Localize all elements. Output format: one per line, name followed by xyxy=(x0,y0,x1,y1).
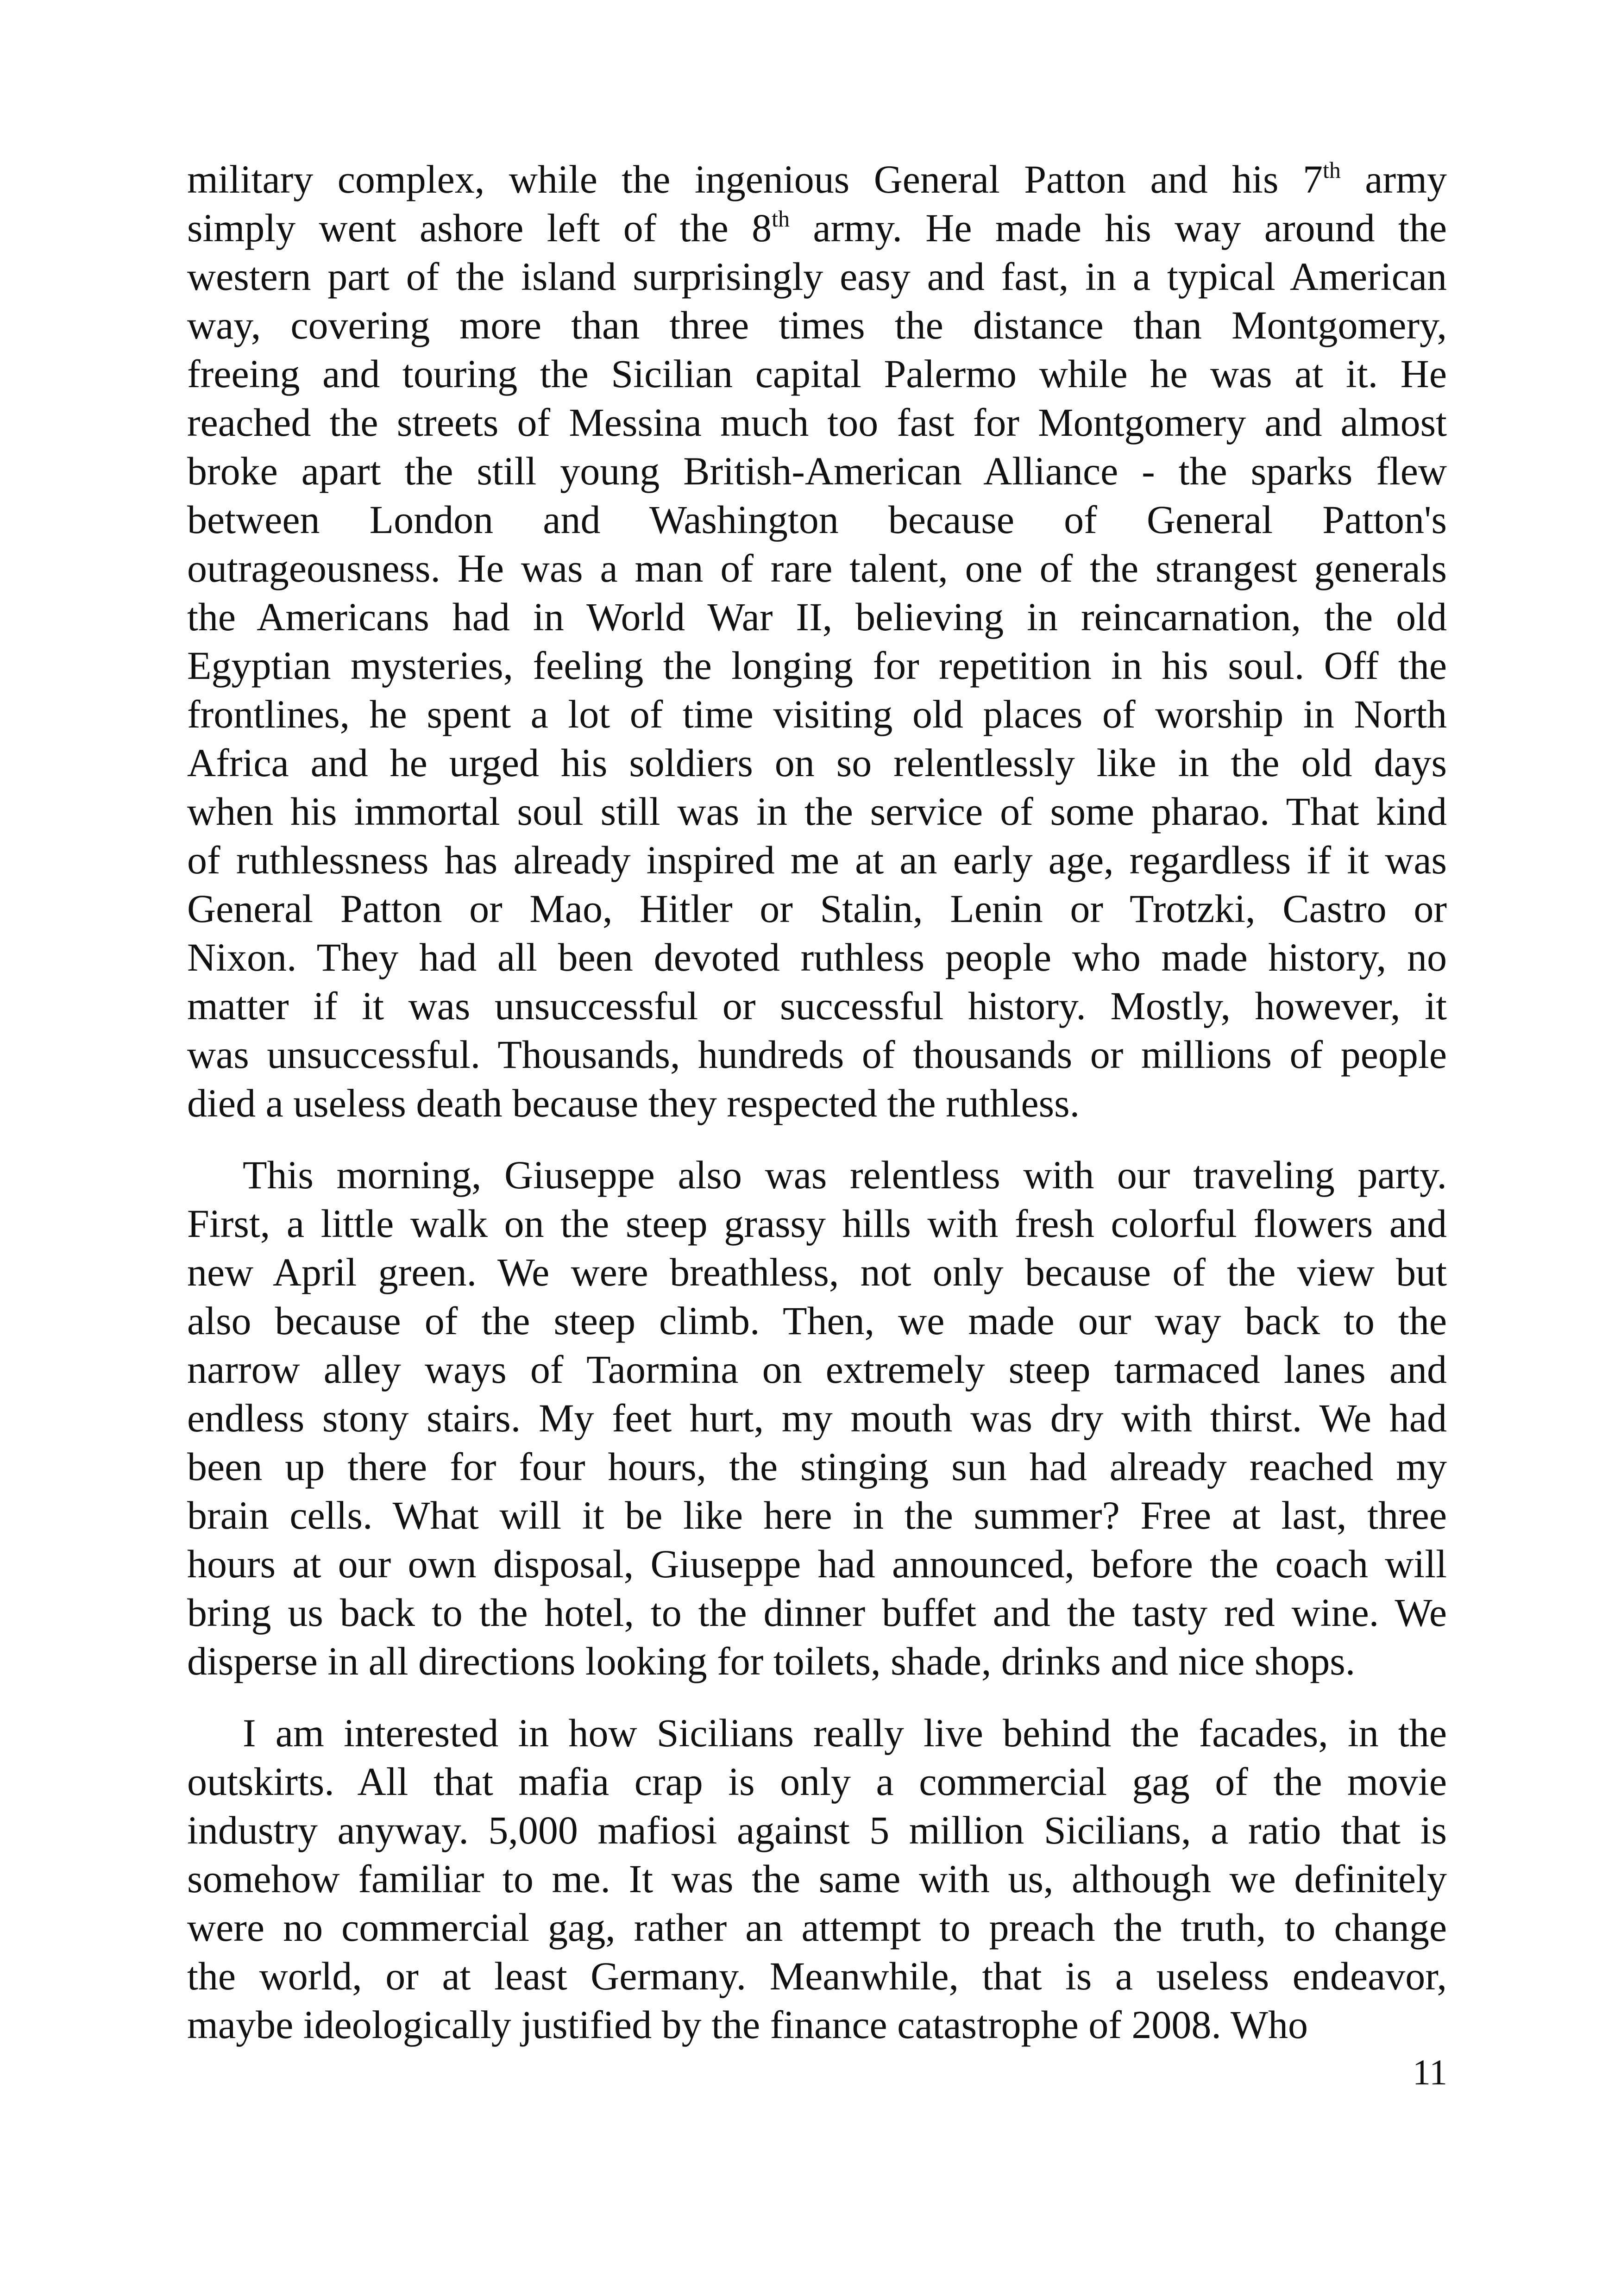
text-line xyxy=(187,1079,1447,1128)
text-segment: were no commercial gag, rather an attempt to preach the truth, to change xyxy=(187,1905,1447,1950)
text-segment: disperse in all directions looking for toilets, shade, drinks and nice shops. xyxy=(187,1639,1356,1683)
body-text xyxy=(187,155,1447,2049)
text-segment: I am interested in how Sicilians really live behind the facades, in the xyxy=(243,1711,1447,1755)
text-line xyxy=(187,1443,1447,1491)
text-line xyxy=(187,350,1447,398)
text-line xyxy=(187,885,1447,933)
text-segment: somehow familiar to me. It was the same with us, although we definitely xyxy=(187,1857,1447,1901)
text-segment: matter if it was unsuccessful or successful history. Mostly, however, it xyxy=(187,984,1447,1028)
text-line xyxy=(187,641,1447,690)
text-segment: new April green. We were breathless, not only because of the view but xyxy=(187,1250,1447,1294)
text-segment: This morning, Giuseppe also was relentless with our traveling party. xyxy=(243,1153,1447,1197)
text-segment: maybe ideologically justified by the finance catastrophe of 2008. Who xyxy=(187,2002,1308,2047)
text-segment: of ruthlessness has already inspired me at an early age, regardless if it was xyxy=(187,838,1447,882)
text-segment: Africa and he urged his soldiers on so relentlessly like in the old days xyxy=(187,740,1447,785)
text-line xyxy=(187,1491,1447,1540)
text-line xyxy=(187,1637,1447,1686)
page-number: 11 xyxy=(1412,2052,1447,2092)
text-line xyxy=(187,1248,1447,1297)
text-segment: Egyptian mysteries, feeling the longing for repetition in his soul. Off the xyxy=(187,643,1447,688)
text-line xyxy=(187,1903,1447,1952)
text-segment: army. He made his way around the xyxy=(790,206,1447,250)
text-segment: outrageousness. He was a man of rare talent, one of the strangest generals xyxy=(187,546,1447,590)
text-segment: broke apart the still young British-American Alliance - the sparks flew xyxy=(187,449,1447,493)
text-line xyxy=(187,1030,1447,1079)
text-line xyxy=(187,690,1447,739)
text-segment: outskirts. All that mafia crap is only a commercial gag of the movie xyxy=(187,1759,1447,1804)
text-segment: the Americans had in World War II, believing in reincarnation, the old xyxy=(187,595,1447,639)
text-segment: freeing and touring the Sicilian capital Palermo while he was at it. He xyxy=(187,351,1447,396)
text-line xyxy=(187,1297,1447,1345)
text-line xyxy=(187,593,1447,641)
text-line xyxy=(187,1855,1447,1903)
text-line xyxy=(187,1757,1447,1806)
text-line xyxy=(187,496,1447,544)
text-line xyxy=(187,1540,1447,1588)
text-line xyxy=(187,1806,1447,1855)
text-segment: hours at our own disposal, Giuseppe had announced, before the coach will xyxy=(187,1542,1447,1586)
text-line xyxy=(187,982,1447,1030)
text-line xyxy=(187,1952,1447,2001)
text-segment: also because of the steep climb. Then, we made our way back to the xyxy=(187,1299,1447,1343)
text-segment: First, a little walk on the steep grassy hills with fresh colorful flowers and xyxy=(187,1201,1447,1246)
text-segment: brain cells. What will it be like here in the summer? Free at last, three xyxy=(187,1493,1447,1537)
text-segment: was unsuccessful. Thousands, hundreds of thousands or millions of people xyxy=(187,1032,1447,1077)
text-segment: way, covering more than three times the distance than Montgomery, xyxy=(187,303,1447,347)
text-segment: between London and Washington because of General Patton's xyxy=(187,497,1447,542)
text-line xyxy=(187,204,1447,252)
text-segment: narrow alley ways of Taormina on extremely steep tarmaced lanes and xyxy=(187,1347,1447,1392)
text-segment: when his immortal soul still was in the service of some pharao. That kind xyxy=(187,789,1447,834)
text-segment: frontlines, he spent a lot of time visiting old places of worship in North xyxy=(187,692,1447,736)
paragraph xyxy=(187,155,1447,1128)
paragraph xyxy=(187,1709,1447,2049)
text-line xyxy=(187,787,1447,836)
text-line xyxy=(187,1394,1447,1443)
text-segment: endless stony stairs. My feet hurt, my mouth was dry with thirst. We had xyxy=(187,1396,1447,1440)
text-line xyxy=(187,933,1447,982)
ordinal-superscript: th xyxy=(1322,157,1341,183)
text-segment: General Patton or Mao, Hitler or Stalin, Lenin or Trotzki, Castro or xyxy=(187,886,1447,931)
text-line xyxy=(187,2001,1447,2049)
text-segment: bring us back to the hotel, to the dinner buffet and the tasty red wine. We xyxy=(187,1590,1447,1635)
paragraph xyxy=(187,1151,1447,1686)
text-line xyxy=(187,447,1447,496)
text-segment: military complex, while the ingenious General Patton and his 7 xyxy=(187,157,1323,201)
text-line xyxy=(187,544,1447,593)
text-line xyxy=(187,1345,1447,1394)
text-segment: western part of the island surprisingly easy and fast, in a typical American xyxy=(187,254,1447,299)
text-segment: the world, or at least Germany. Meanwhile, that is a useless endeavor, xyxy=(187,1954,1447,1998)
text-line xyxy=(187,739,1447,787)
text-segment: been up there for four hours, the stinging sun had already reached my xyxy=(187,1444,1447,1489)
text-line xyxy=(187,155,1447,204)
text-line xyxy=(187,1709,1447,1757)
text-line xyxy=(187,1588,1447,1637)
text-segment: army xyxy=(1340,157,1447,201)
text-line xyxy=(187,398,1447,447)
text-segment: Nixon. They had all been devoted ruthless people who made history, no xyxy=(187,935,1447,979)
text-line xyxy=(187,1151,1447,1199)
text-line xyxy=(187,1199,1447,1248)
text-segment: reached the streets of Messina much too fast for Montgomery and almost xyxy=(187,400,1447,445)
text-segment: simply went ashore left of the 8 xyxy=(187,206,772,250)
text-segment: died a useless death because they respected the ruthless. xyxy=(187,1081,1080,1125)
text-line xyxy=(187,836,1447,885)
ordinal-superscript: th xyxy=(772,206,790,232)
text-line xyxy=(187,301,1447,350)
text-segment: industry anyway. 5,000 mafiosi against 5 million Sicilians, a ratio that is xyxy=(187,1808,1447,1852)
text-line xyxy=(187,252,1447,301)
